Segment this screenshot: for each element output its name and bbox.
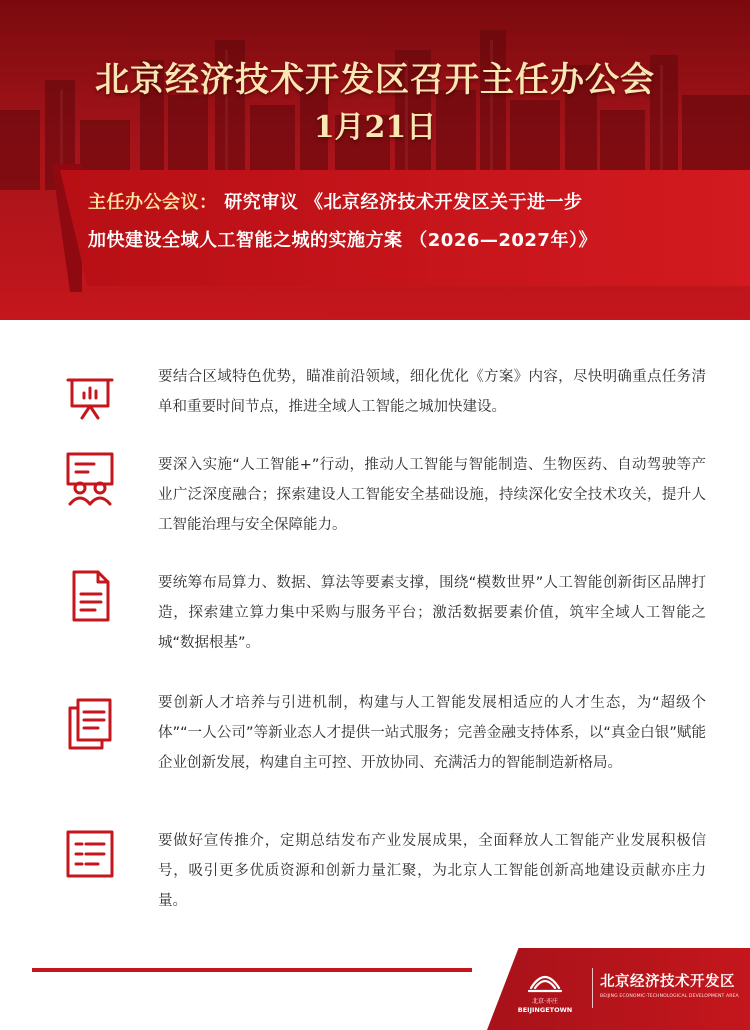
meeting-date: 1月21日 xyxy=(313,110,437,145)
divider-bottom xyxy=(32,968,472,972)
list-frame-icon xyxy=(62,826,118,882)
meeting-topic-line2: 加快建设全域人工智能之城的实施方案 （2026—2027年）》 xyxy=(88,230,597,251)
presentation-board-icon xyxy=(62,370,118,426)
footer-separator xyxy=(592,968,593,1008)
item-text: 要做好宣传推介，定期总结发布产业发展成果，全面释放人工智能产业发展积极信号，吸引更多优质资源和创新力量汇聚，为北京人工智能创新高地建设贡献亦庄力量。 xyxy=(158,833,706,909)
people-meeting-icon xyxy=(62,450,118,506)
document-icon xyxy=(62,568,118,624)
meeting-topic xyxy=(88,184,708,260)
item-text: 要深入实施“人工智能+”行动，推动人工智能与智能制造、生物医药、自动驾驶等产业广泛深度融合；探索建设人工智能安全基础设施，持续深化安全技术攻关，提升人工智能治理与安全保障能力。 xyxy=(158,457,706,533)
stacked-documents-icon xyxy=(62,696,118,752)
header-banner xyxy=(0,0,750,320)
logo-chinese-text: 北京·亦庄 xyxy=(532,998,558,1005)
logo-english-text: BEIJINGETOWN xyxy=(517,1006,573,1014)
item-text: 要统筹布局算力、数据、算法等要素支撑，围绕“模数世界”人工智能创新街区品牌打造，探索建立算力集中采购与服务平台；激活数据要素价值，筑牢全域人工智能之城“数据根基”。 xyxy=(158,575,706,651)
org-english-name: BEIJING ECONOMIC-TECHNOLOGICAL DEVELOPMENT AREA xyxy=(600,994,739,999)
divider-top xyxy=(0,312,322,316)
item-text: 要创新人才培养与引进机制，构建与人工智能发展相适应的人才生态，为“超级个体”“一人公司”等新业态人才提供一站式服务；完善金融支持体系，以“真金白银”赋能企业创新发展，构建自主可控、开放协同、充满活力的智能制造新格局。 xyxy=(158,695,706,771)
meeting-label: 主任办公会议： xyxy=(88,192,218,213)
meeting-topic-line1: 研究审议 《北京经济技术开发区关于进一步 xyxy=(224,192,583,213)
item-text: 要结合区域特色优势，瞄准前沿领域，细化优化《方案》内容，尽快明确重点任务清单和重要时间节点，推进全域人工智能之城加快建设。 xyxy=(158,369,706,415)
org-name: 北京经济技术开发区 xyxy=(600,974,735,990)
page-title: 北京经济技术开发区召开主任办公会 xyxy=(95,60,655,100)
